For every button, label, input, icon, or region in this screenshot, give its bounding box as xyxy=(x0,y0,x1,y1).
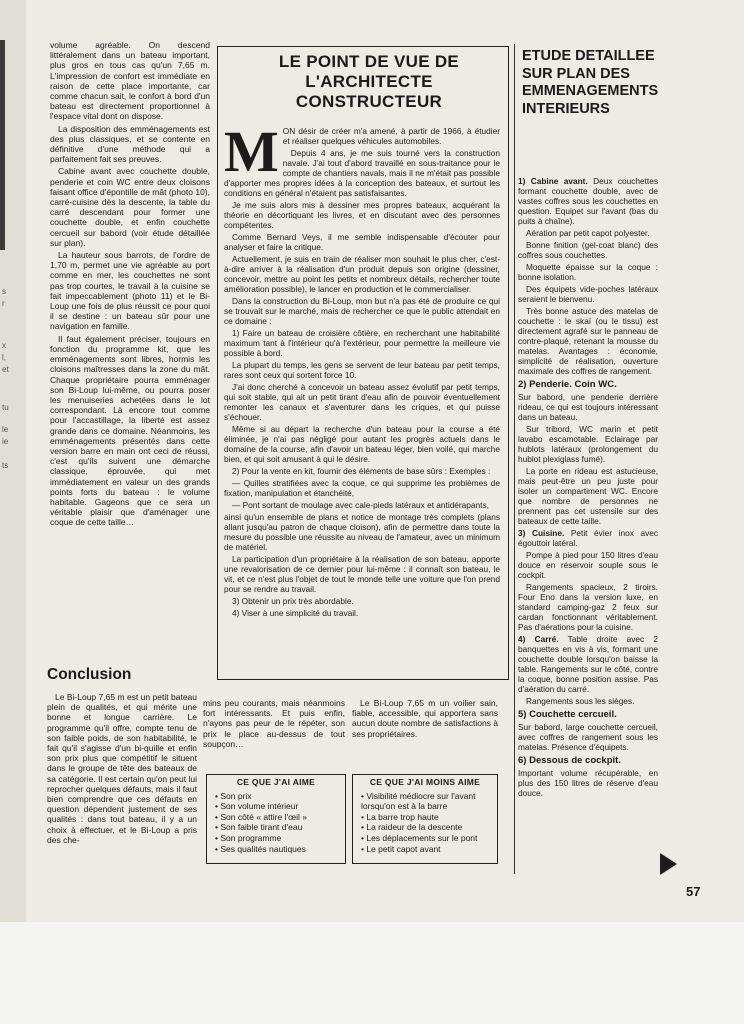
background-below-page xyxy=(0,922,744,1024)
previous-page-photo-edge xyxy=(0,40,5,250)
box-paragraph: La participation d'un propriétaire à la réalisation de son bateau, apporte une revalorisation de ce dernier pour lui-même : il connaît son bateau, le vit, et ce n'est plus l'objet de tout le monde telle une voiture que l'on prend pour se rendre au travail. xyxy=(224,554,500,594)
likes-item: • Son prix xyxy=(215,791,345,802)
prev-page-fragment: x xyxy=(2,341,6,350)
box-paragraph: Comme Bernard Veys, il me semble indispensable d'écouter pour analyser et faire la critique. xyxy=(224,232,500,252)
article-paragraph: La disposition des emménagements est des plus classiques, et se contente en définitive d'une méthode qui a parfaitement fait ses preuves. xyxy=(50,123,210,165)
architect-box-text xyxy=(224,126,500,674)
box-paragraph: — Pont sortant de moulage avec cale-pieds latéraux et antidérapants, xyxy=(232,500,489,510)
conclusion-paragraph: mins peu courants, mais néanmoins fort intéressants. Et puis enfin, n'ayons pas peur de le répéter, son prix le place au-dessus de tout soupçon… xyxy=(203,698,345,749)
prev-page-fragment: tu xyxy=(2,403,9,412)
section-heading: 2) Penderie. Coin WC. xyxy=(518,379,617,390)
conclusion-paragraph: Le Bi-Loup 7,65 m un voilier sain, fiable, accessible, qui apportera sans aucun doute nombre de satisfactions à ses propriétaires. xyxy=(352,698,498,739)
architect-box-title: LE POINT DE VUE DE L'ARCHITECTE CONSTRUCTEUR xyxy=(278,52,460,111)
likes-box xyxy=(206,774,346,864)
box-paragraph: 3) Obtenir un prix très abordable. xyxy=(232,596,354,606)
box-paragraph: Depuis 4 ans, je me suis tourné vers la construction navale. J'ai tout d'abord travaillé en sous-traitance pour le compte de chantiers navals, mais il ne m'était pas possible d'apporter mes propres idées à la conception des bateaux, et surtout les conditions en général n'étaient pas satisfaisantes. xyxy=(224,148,500,198)
section-paragraph: Rangements sous les sièges. xyxy=(526,696,635,706)
section-lead: Deux couchettes formant couchette double, avec de vastes coffres sous les couchettes en question. Equipet sur l'avant (bas du puits à chaîne). xyxy=(518,176,658,226)
section-lead: Table droite avec 2 banquettes en vis à vis, formant une couchette double lorsqu'on baisse la table. Rangements sur le côté, contre la coque, bonne position assise. Pas d'aération du carré. xyxy=(518,634,658,694)
likes-item: • Son programme xyxy=(215,833,345,844)
section-heading: 1) Cabine avant. xyxy=(518,176,588,186)
column-rule xyxy=(514,44,515,874)
dislikes-item: • Les déplacements sur le pont xyxy=(361,833,497,844)
article-paragraph: La hauteur sous barrots, de l'ordre de 1,70 m, permet une vie agréable au port comme en mer, les couchettes ne sont pas trop courtes, le travail à la cuisine se fait impeccablement (photo 11) et le Bi-Loup une fois de plus réussit ce pour quoi il se destine : un bateau sûr pour une navigation en famille. xyxy=(50,250,210,332)
right-column-title: ETUDE DETAILLEE SUR PLAN DES EMMENAGEMENTS INTERIEURS xyxy=(522,48,659,117)
section-paragraph: Moquette épaisse sur la coque : bonne isolation. xyxy=(518,262,658,282)
article-column-1 xyxy=(50,40,210,660)
conclusion-column-3 xyxy=(352,698,498,758)
section-paragraph: Aération par petit capot polyester. xyxy=(526,228,650,238)
prev-page-fragment: ts xyxy=(2,461,9,470)
section-paragraph: Sur tribord, WC marin et petit lavabo escamotable. Eclairage par hublots latéraux (prolongement du hublot plexiglass fumé). xyxy=(518,424,658,464)
box-paragraph: 1) Faire un bateau de croisière côtière, en recherchant une habitabilité maximum tant à l'intérieur qu'à l'extérieur, pour permettre la meilleure vie possible à bord. xyxy=(224,328,500,358)
box-paragraph: 2) Pour la vente en kit, fournir des éléments de base sûrs : Exemples : xyxy=(232,466,491,476)
conclusion-column-2 xyxy=(203,698,345,758)
box-paragraph: Je me suis alors mis à dessiner mes propres bateaux, acquérant la théorie en décortiquant les livres, et en discutant avec des personnes compétentes. xyxy=(224,200,500,230)
section-heading: 6) Dessous de cockpit. xyxy=(518,755,621,766)
dislikes-item: • Le petit capot avant xyxy=(361,844,497,855)
dislikes-item: • La barre trop haute xyxy=(361,812,497,823)
dislikes-title: CE QUE J'AI MOINS AIME xyxy=(369,777,481,787)
right-column-text xyxy=(518,176,658,888)
box-paragraph: ON désir de créer m'a amené, à partir de 1966, à étudier et réaliser quelques véhicules automobiles. xyxy=(282,126,500,146)
conclusion-paragraph: Le Bi-Loup 7,65 m est un petit bateau plein de qualités, et qui mérite une bonne et longue carrière. Le programme qu'il offre, compte tenu de son faible poids, de son habitabilité, le fait qu'il s'agisse d'un bi-quille et enfin son prix plus que compétitif le situent dans le groupe de tête des bateaux de sa catégorie. Il est certain qu'on peut lui reprocher quelques défauts, mais il faut bien comprendre que ces défauts en question dépendent justement de ses qualités : dans tout bateau, il y a un choix à effectuer, et le Bi-Loup a pris des che- xyxy=(47,692,197,845)
likes-title: CE QUE J'AI AIME xyxy=(236,777,316,787)
section-lead: Sur babord, une penderie derrière rideau, ce qui est toujours intéressant dans un bateau. xyxy=(518,392,658,422)
prev-page-fragment: l, xyxy=(2,353,6,362)
prev-page-fragment: et xyxy=(2,365,9,374)
section-paragraph: Très bonne astuce des matelas de couchette : le skaï (ou le tissu) est directement agrafé sur le panneau de contre-plaqué, retenant la mousse du matelas. Avantages : économie, simplicité de réalisation, ouverture maximale des coffres de rangement. xyxy=(518,306,658,376)
article-paragraph: volume agréable. On descend littéralement dans un bateau important, plus gros en tous cas qu'un 7,65 m. L'impression de confort est immédiate en raison de cette place importante, car comme chacun sait, le confort à bord d'un bateau est directement proportionnel à l'espace vital dont on dispose. xyxy=(50,40,210,122)
section-lead: Sur babord, large couchette cercueil, avec coffres de rangement sous les matelas. Présence d'équipets. xyxy=(518,722,658,752)
dislikes-item: • La raideur de la descente xyxy=(361,822,497,833)
box-paragraph: ainsi qu'un ensemble de plans et notice de montage très complets (plans allant jusqu'au patron de chaque cloison), afin de permettre dans toute la mesure du possible une réussite au niveau de l'amateur, avec un minimum de matériel. xyxy=(224,512,500,552)
conclusion-column-1 xyxy=(47,692,197,874)
article-paragraph: Il faut également préciser, toujours en fonction du programme kit, que les emménagements sont libres, hormis les cloisons maîtresses dans la zone du mât. Chaque propriétaire pourra emménager son Bi-Loup lui-même, ou pourra poser les menuiseries achetées dans le lot correspondant. Là encore tout comme pour l'accastillage, la liberté est assez grande dans ce domaine. Néanmoins, les emménagements présentés dans cette version barre en main ont ceci de réussi, c'est qu'ils suivent une démarche classique, éprouvée, qui met immédiatement en valeur un des grands points forts du bateau : le volume habitable. Gageons que ce sera un véritable plaisir que d'aménager une coque de cette taille… xyxy=(50,333,210,528)
likes-item: • Son volume intérieur xyxy=(215,801,345,812)
prev-page-fragment: ie xyxy=(2,437,9,446)
conclusion-heading: Conclusion xyxy=(47,666,132,683)
box-paragraph: Même si au départ la recherche d'un bateau pour la course a été éliminée, je n'ai pas négligé pour autant les progrès actuels dans le domaine de la course, afin d'avoir un bateau léger, bien voilé, qui marche bien, et qui soit amusant à qui le désire. xyxy=(224,424,500,464)
section-paragraph: La porte en rideau est astucieuse, mais peut-être un peu juste pour isoler un compartiment WC. Encore que nombre de personnes ne prennent pas cet ustensile sur des bateaux de cette taille. xyxy=(518,466,658,526)
box-paragraph: J'ai donc cherché à concevoir un bateau assez évolutif par petit temps, qui soit stable, qui ait un petit tirant d'eau afin de pouvoir éventuellement remonter les canaux et s'aventurer dans les criques, et qui puisse s'échouer. xyxy=(224,382,500,422)
box-paragraph: Dans la construction du Bi-Loup, mon but n'a pas été de produire ce qui se trouvait sur le marché, mais de rechercher ce que le public attendait en ce domaine : xyxy=(224,296,500,326)
prev-page-fragment: s xyxy=(2,287,6,296)
section-heading: 4) Carré. xyxy=(518,634,559,644)
box-paragraph: — Quilles stratifiées avec la coque, ce qui supprime les problèmes de fixation, manipulation et étanchéité, xyxy=(224,478,500,498)
section-paragraph: Des équipets vide-poches latéraux seraient le bienvenu. xyxy=(518,284,658,304)
box-paragraph: La plupart du temps, les gens se servent de leur bateau par petit temps, rares sont ceux qui sortent force 10. xyxy=(224,360,500,380)
section-lead: Petit évier inox avec égouttoir latéral. xyxy=(518,528,658,548)
box-paragraph: 4) Viser à une simplicité du travail. xyxy=(232,608,359,618)
drop-cap: M xyxy=(224,126,279,184)
section-heading: 3) Cuisine. xyxy=(518,528,565,538)
dislikes-item: • Visibilité médiocre sur l'avant lorsqu'on est à la barre xyxy=(361,791,497,812)
section-paragraph: Pompe à pied pour 150 litres d'eau douce en réservoir souple sous le cockpit. xyxy=(518,550,658,580)
article-paragraph: Cabine avant avec couchette double, penderie et coin WC entre deux cloisons faisant office d'épontille de mât (photo 10), carré-cuisine dès la descente, la table du carré descendant pour former une couchette double, et enfin couchette cercueil sur babord (voir étude détaillée sur plan). xyxy=(50,166,210,248)
prev-page-fragment: r xyxy=(2,299,5,308)
page-number: 57 xyxy=(686,884,701,899)
section-paragraph: Rangements spacieux, 2 tiroirs. Four Eno dans la version luxe, en standard camping-gaz 2 feux sur cardan fonctionnant véritablement. Pas d'aérations pour la cuisine. xyxy=(518,582,658,632)
dislikes-box xyxy=(352,774,498,864)
likes-item: • Ses qualités nautiques xyxy=(215,844,345,855)
continue-arrow-icon xyxy=(660,853,677,875)
likes-item: • Son côté « attire l'œil » xyxy=(215,812,345,823)
likes-item: • Son faible tirant d'eau xyxy=(215,822,345,833)
prev-page-fragment: le xyxy=(2,425,9,434)
section-paragraph: Bonne finition (gel-coat blanc) des coffres sous couchettes. xyxy=(518,240,658,260)
section-lead: Important volume récupérable, en plus des 150 litres de réserve d'eau douce. xyxy=(518,768,658,798)
section-heading: 5) Couchette cercueil. xyxy=(518,709,617,720)
box-paragraph: Actuellement, je suis en train de réaliser mon souhait le plus cher, c'est-à-dire arriver à la réalisation d'un produit depuis son origine (dessiner, concevoir, mettre au point les petits et nombreux détails, rechercher toute amélioration possible), le lancer en production et le commercialiser. xyxy=(224,254,500,294)
